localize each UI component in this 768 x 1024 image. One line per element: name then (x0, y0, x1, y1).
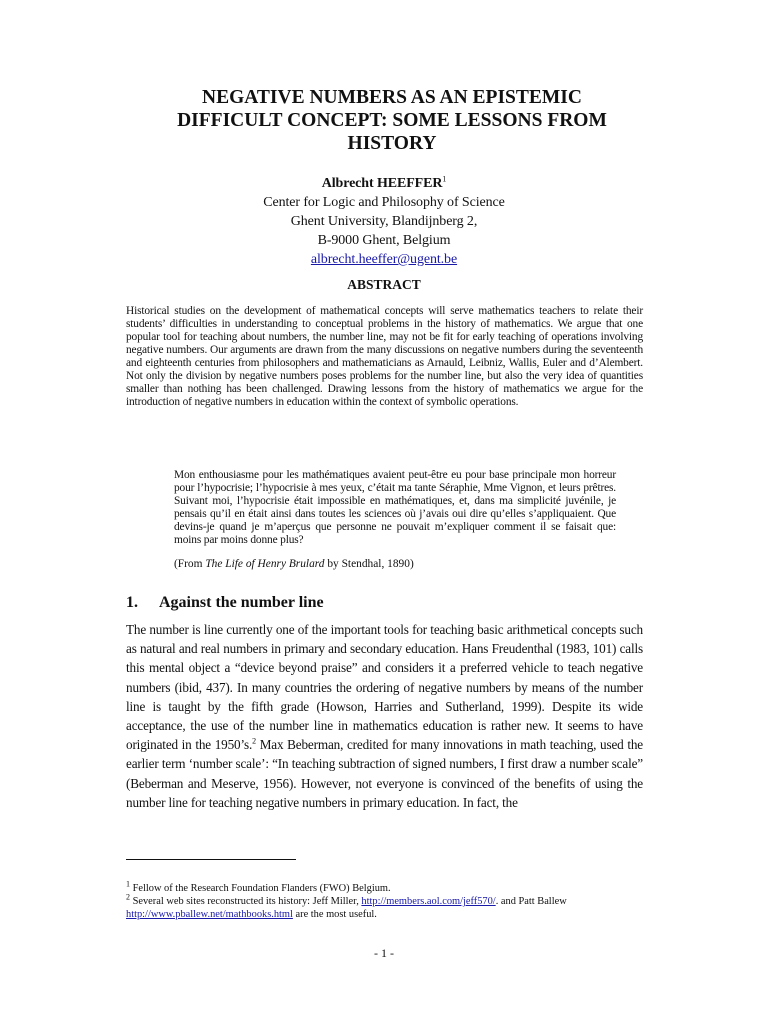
section-heading (126, 594, 324, 612)
author-email-link[interactable]: albrecht.heeffer@ugent.be (310, 252, 458, 267)
footnote-2 (126, 892, 646, 908)
footnote-2-continuation (126, 908, 646, 921)
epigraph-quote (174, 456, 616, 547)
footnotes (126, 879, 646, 921)
footnote-2-text-b: . and Patt Ballew (495, 896, 567, 907)
cite-suffix: by Stendhal, 1890) (324, 558, 414, 570)
footnote-2-text-a: Several web sites reconstructed its history: Jeff Miller, (130, 896, 362, 907)
footnote-1 (126, 879, 646, 895)
footnote-2-marker[interactable]: 2 (252, 736, 256, 746)
author-block (184, 174, 584, 269)
jeff-miller-link[interactable]: http://members.aol.com/jeff570/ (361, 896, 496, 907)
footnote-divider (126, 859, 296, 860)
epigraph-citation (174, 558, 414, 570)
section-text-2: Max Beberman, credited for many innovations in math teaching, used the earlier term ‘number scale’: “In teaching subtraction of signed numbers, I first draw a number scale” (Beberman and Meserve, 1956). However, not everyone is convinced of the benefits of using the number line for teaching negative numbers in primary education. In fact, the (126, 737, 643, 810)
paper-title (150, 86, 634, 155)
pballew-link[interactable]: http://www.pballew.net/mathbooks.html (126, 909, 293, 920)
title-line-2: DIFFICULT CONCEPT: SOME LESSONS FROM (177, 110, 607, 131)
cite-title: The Life of Henry Brulard (205, 558, 325, 570)
section-number: 1. (126, 594, 138, 611)
author-name: Albrecht HEEFFER (321, 176, 443, 191)
footnote-2-text-c: are the most useful. (292, 909, 377, 920)
footnote-2-number: 2 (126, 892, 130, 902)
affiliation-line-1: Center for Logic and Philosophy of Science (263, 195, 505, 210)
footnote-1-number: 1 (126, 879, 130, 889)
author-email-line (184, 250, 584, 269)
affiliation-line-3: B-9000 Ghent, Belgium (317, 233, 451, 248)
title-line-3: HISTORY (347, 133, 437, 154)
epigraph-text: Mon enthousiasme pour les mathématiques avaient peut-être eu pour base principale mon horreur pour l’hypocrisie; l’hypocrisie à mes yeux, c’était ma tante Séraphie, Mme Vignon, et leurs prêtres. Suivant moi, l’hypocrisie était impossible en mathématiques, et, dans ma simplicité juvénile, je pensais qu’il en était ainsi dans toutes les sciences où j’avais oui dire qu’elles s’appliquaient. Que devins-je quand je m’aperçus que personne ne pouvait m’expliquer comment il se faisait que: moins par moins donne plus? (174, 469, 616, 546)
page-number: - 1 - (374, 946, 394, 960)
author-footnote-marker[interactable]: 1 (442, 174, 447, 184)
cite-prefix: (From (174, 558, 206, 570)
section-body (126, 620, 643, 812)
footnote-1-text: Fellow of the Research Foundation Flanders (FWO) Belgium. (130, 883, 391, 894)
affiliation-line-2: Ghent University, Blandijnberg 2, (290, 214, 478, 229)
section-title: Against the number line (159, 594, 324, 611)
abstract-heading: ABSTRACT (347, 277, 421, 292)
author-name-line (184, 174, 584, 193)
title-line-1: NEGATIVE NUMBERS AS AN EPISTEMIC (202, 87, 582, 108)
abstract-text: Historical studies on the development of mathematical concepts will serve mathematics teachers to relate their students’ difficulties in understanding to conceptual problems in the history of mathematics. We argue that one popular tool for teaching about numbers, the number line, may not be fit for early teaching of operations involving negative numbers. Our arguments are drawn from the many discussions on negative numbers during the seventeenth and eighteenth centuries from philosophers and mathematicians as Arnauld, Leibniz, Wallis, Euler and d’Alembert. Not only the division by negative numbers poses problems for the number line, but also the very idea of quantities smaller than nothing has been challenged. Drawing lessons from the history of mathematics we argue for the introduction of negative numbers in education within the context of symbolic operations. (126, 305, 643, 408)
section-text-1: The number is line currently one of the important tools for teaching basic arithmetical concepts such as natural and real numbers in primary and secondary education. Hans Freudenthal (1983, 101) calls this mental object a “device beyond praise” and considers it a preferred vehicle to teach negative numbers (ibid, 437). In many countries the ordering of negative numbers by means of the number line is taught by the fifth grade (Howson, Harries and Sutherland, 1999). Despite its wide acceptance, the use of the number line in mathematics education is rather new. It seems to have originated in the 1950’s. (126, 622, 643, 753)
